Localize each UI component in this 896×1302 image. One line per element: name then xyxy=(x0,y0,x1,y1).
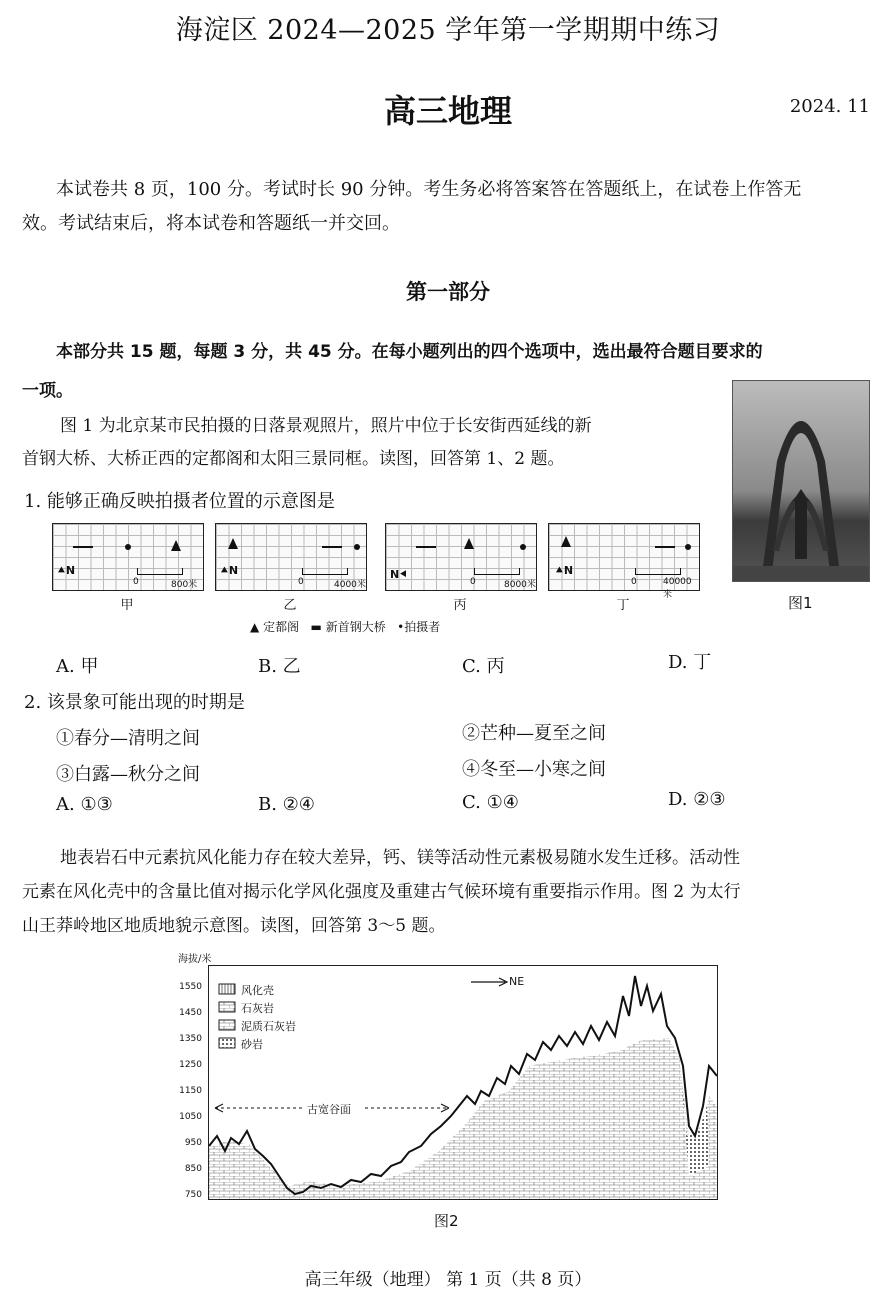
part-instruction-1: 本部分共 15 题，每题 3 分，共 45 分。在每小题列出的四个选项中，选出最符合题目要求的 xyxy=(56,342,763,362)
q2-item-1: ①春分—清明之间 xyxy=(56,728,200,749)
photographer-symbol xyxy=(354,544,360,550)
scale-bar xyxy=(302,568,348,575)
passage2-line-3: 山王莽岭地区地质地貌示意图。读图，回答第 3～5 题。 xyxy=(22,916,446,936)
direction-label: NE xyxy=(509,975,525,988)
q2-option-a[interactable]: A. ①③ xyxy=(56,794,113,815)
dingdu-pavilion-symbol xyxy=(464,538,474,549)
map-label-ding: 丁 xyxy=(616,598,630,613)
q1-stem: 1. 能够正确反映拍摄者位置的示意图是 xyxy=(24,491,335,512)
q1-option-a[interactable]: A. 甲 xyxy=(56,656,99,677)
intro-line-1: 本试卷共 8 页，100 分。考试时长 90 分钟。考生务必将答案答在答题纸上，在试卷上作答无 xyxy=(56,179,802,200)
ytick: 1250 xyxy=(179,1060,202,1070)
exam-date: 2024. 11 xyxy=(789,96,870,117)
fig2-caption: 图2 xyxy=(434,1212,459,1230)
map-jia xyxy=(52,523,204,591)
map-yi xyxy=(215,523,367,591)
page-footer: 高三年级（地理） 第 1 页（共 8 页） xyxy=(304,1270,592,1290)
scale-zero: 0 xyxy=(470,577,476,587)
legend-pavilion: 定都阁 xyxy=(263,620,300,634)
q2-stem: 2. 该景象可能出现的时期是 xyxy=(24,692,245,713)
legend-argillaceous-limestone: 泥质石灰岩 xyxy=(241,1020,296,1033)
scale-value: 4000米 xyxy=(334,580,366,590)
bridge-symbol xyxy=(655,546,675,548)
north-arrow-icon: ⯅N xyxy=(57,564,76,577)
north-arrow-icon: N⯇ xyxy=(390,568,409,581)
map-label-jia: 甲 xyxy=(120,598,134,613)
bridge-symbol xyxy=(416,546,436,548)
intro-line-2: 效。考试结束后，将本试卷和答题纸一并交回。 xyxy=(22,213,400,234)
scale-bar xyxy=(635,568,681,575)
photographer-symbol xyxy=(125,544,131,550)
q1-option-c[interactable]: C. 丙 xyxy=(462,656,505,677)
legend-bridge: 新首钢大桥 xyxy=(325,620,386,634)
bridge-symbol xyxy=(322,546,342,548)
exam-title: 海淀区 2024—2025 学年第一学期期中练习 xyxy=(175,15,721,46)
map-label-bing: 丙 xyxy=(453,598,467,613)
part-title: 第一部分 xyxy=(406,279,490,304)
legend-photographer: 拍摄者 xyxy=(404,620,441,634)
scale-value: 800米 xyxy=(171,580,198,590)
bridge-symbol xyxy=(73,546,93,548)
dingdu-pavilion-symbol xyxy=(171,540,181,551)
scale-zero: 0 xyxy=(298,577,304,587)
ytick: 850 xyxy=(184,1164,202,1174)
passage2-line-2: 元素在风化壳中的含量比值对揭示化学风化强度及重建古气候环境有重要指示作用。图 2 为太行 xyxy=(22,882,741,902)
q2-option-c[interactable]: C. ①④ xyxy=(462,792,519,813)
q2-item-4: ④冬至—小寒之间 xyxy=(462,759,606,780)
ytick: 1450 xyxy=(179,1008,202,1018)
scale-zero: 0 xyxy=(631,577,637,587)
part-instruction-2: 一项。 xyxy=(22,381,73,401)
map-bing xyxy=(385,523,537,591)
photographer-symbol xyxy=(685,544,691,550)
passage1-line-2: 首钢大桥、大桥正西的定都阁和太阳三景同框。读图，回答第 1、2 题。 xyxy=(22,449,565,469)
legend-dot-icon: • xyxy=(397,620,405,634)
map-ding xyxy=(548,523,700,600)
scale-bar xyxy=(474,568,520,575)
ytick: 1050 xyxy=(179,1112,202,1122)
ytick: 1350 xyxy=(179,1034,202,1044)
q2-item-3: ③白露—秋分之间 xyxy=(56,764,200,785)
scale-zero: 0 xyxy=(133,577,139,587)
dingdu-pavilion-symbol xyxy=(228,538,238,549)
subject-title: 高三地理 xyxy=(383,92,512,130)
legend-bar-icon: ▬ xyxy=(310,620,322,634)
north-arrow-icon: ⯅N xyxy=(555,564,574,577)
sunset-photo xyxy=(732,380,870,582)
geology-profile-figure xyxy=(208,965,718,1200)
valley-label: 古宽谷面 xyxy=(307,1103,351,1116)
ytick: 1150 xyxy=(179,1086,202,1096)
q1-option-d[interactable]: D. 丁 xyxy=(668,652,712,673)
legend-weathering-crust: 风化壳 xyxy=(241,984,274,997)
scale-value: 8000米 xyxy=(504,580,536,590)
scale-bar xyxy=(137,568,183,575)
q2-option-d[interactable]: D. ②③ xyxy=(668,789,726,810)
q2-option-b[interactable]: B. ②④ xyxy=(258,794,315,815)
q1-option-b[interactable]: B. 乙 xyxy=(258,656,301,677)
dingdu-pavilion-symbol xyxy=(561,536,571,547)
ytick: 750 xyxy=(184,1190,202,1200)
passage2-line-1: 地表岩石中元素抗风化能力存在较大差异，钙、镁等活动性元素极易随水发生迁移。活动性 xyxy=(60,848,740,868)
legend-sandstone: 砂岩 xyxy=(241,1038,263,1051)
photographer-symbol xyxy=(520,544,526,550)
fig1-caption: 图1 xyxy=(788,594,813,612)
legend-limestone: 石灰岩 xyxy=(241,1002,274,1015)
ytick: 1550 xyxy=(179,982,202,992)
passage1-line-1: 图 1 为北京某市民拍摄的日落景观照片，照片中位于长安街西延线的新 xyxy=(60,416,592,436)
q2-item-2: ②芒种—夏至之间 xyxy=(462,723,606,744)
fig2-ylabel: 海拔/米 xyxy=(178,954,212,965)
ytick: 950 xyxy=(184,1138,202,1148)
north-arrow-icon: ⯅N xyxy=(220,564,239,577)
map-label-yi: 乙 xyxy=(283,598,297,613)
legend-triangle-icon: ▲ xyxy=(250,620,260,634)
map-legend xyxy=(250,618,440,635)
scale-value: 40000米 xyxy=(663,577,692,600)
